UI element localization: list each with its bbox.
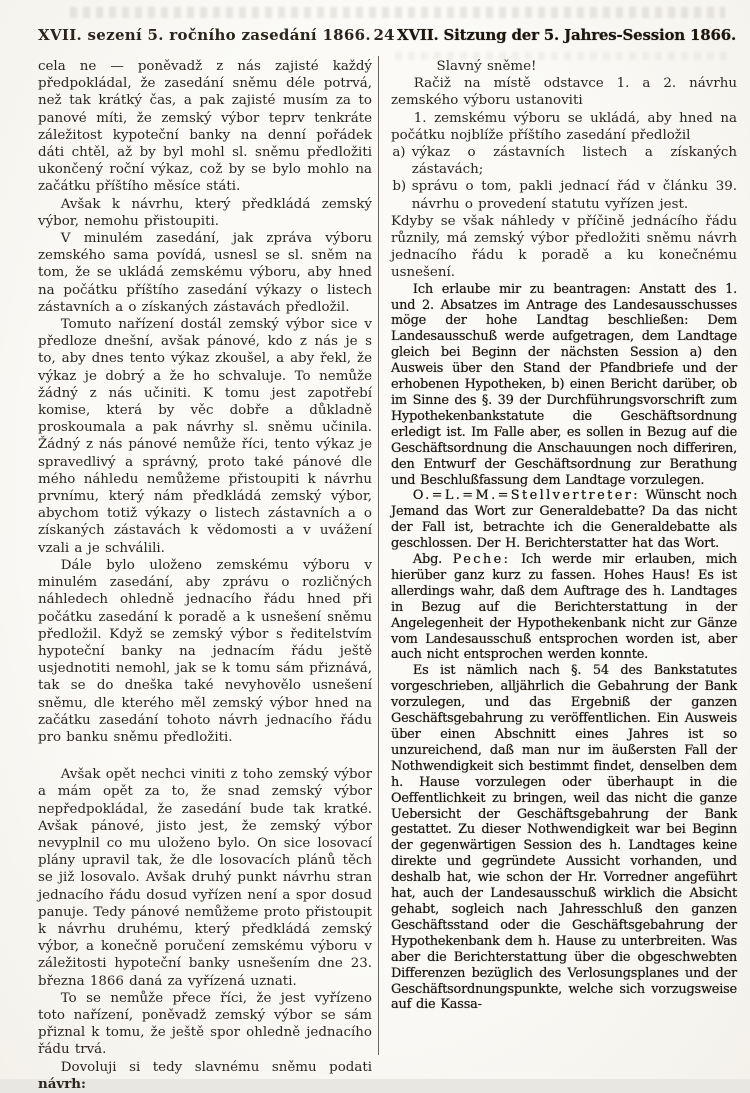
speaker-name: Peche:: [452, 552, 511, 568]
speech-abg-peche: [391, 552, 737, 663]
paragraph: Kdyby se však náhledy v příčině jednácího řádu různily, má zemský výbor předložiti sněmu návrh jednacího řádu k poradě a ku konečnému usnešení.: [391, 213, 737, 281]
paragraph: V minulém zasedání, jak zpráva výboru zemského sama povídá, usnesl se sl. sněm na tom, že se ukládá zemskému výboru, aby hned na počátku příštího zasedání výkazy o listech zástavních a o získaných zástavách předložil.: [38, 231, 372, 315]
speaker-name: O.=L.=M.=Stellvertreter:: [412, 488, 641, 504]
paragraph: Avšak opět nechci viniti z toho zemský výbor a mám opět za to, že snad zemský výbor nepředpokládal, že zasedání bude tak kratké. Avšak pánové, jisto jest, že zemský výbor nevyplnil co mu uloženo bylo. On sice losovací plány upravil tak, že dle losovacích plánů těch se již losovalo. Avšak druhý punkt návrhu stran jednacího řádu dosud vyřízen není a spor dosud panuje. Tedy pánové nemůžeme proto přistoupit k návrhu druhému, který předkládá zemský výbor, a konečně poručení zemskému výboru v záležitosti hypoteční banky usnešením dne 23. března 1866 daná za vyřízená uznati.: [38, 767, 372, 989]
list-marker: a): [392, 145, 406, 161]
list-item-a: [391, 144, 737, 178]
speaker-prefix: Abg.: [412, 552, 443, 568]
paragraph: Tomuto nařízení dostál zemský výbor sice v předloze dnešní, avšak pánové, kdo z nás je s to, aby dnes tento výkaz zkoušel, a aby řekl, že výkaz je dobrý a že ho schvaluje. To nemůže žádný z nás učiniti. K tomu jest zapotřebí komise, která by věc dobře a důkladně proskoumala a pak návrhy sl. sněmu učinila. Žádný z nás pánové nemůže říci, tento výkaz je spravedlivý a správný, proto také pánové dle mého náhledu nemůžeme přistoupiti k návrhu prvnímu, který nám předkládá zemský výbor, abychom totiž výkazy o listech zástavních a o získaných zástavách k vědomosti a v uvážení vzali a je schválili.: [38, 317, 372, 556]
paragraph: Avšak k návrhu, který předkládá zemský výbor, nemohu přistoupiti.: [38, 196, 372, 229]
speech-olm-stellvertreter: [391, 488, 737, 552]
list-item-b: [391, 178, 737, 212]
paragraph-german-motion: Ich erlaube mir zu beantragen: Anstatt des 1. und 2. Absatzes im Antrage des Landesausschusses möge der hohe Landtag beschließen: Dem Landesausschuß werde aufgetragen, dem Landtage gleich bei Beginn der nächsten Session a) den Ausweis über den Stand der Pfandbriefe und der erhobenen Hypotheken, b) einen Bericht darüber, ob im Sinne des §. 39 der Durchführungsvorschrift zum Hypothekenbankstatute die Geschäftsordnung erledigt ist. Im Falle aber, es sollen in Bezug auf die Geschäftsordnung die Anschauungen noch differiren, den Entwurf der Geschäftsordnung zur Berathung und Beschlußfassung dem Landtage vorzulegen.: [391, 281, 737, 488]
page-header: [38, 26, 736, 44]
paragraph: Dále bylo uloženo zemskému výboru v minulém zasedání, aby zprávu o rozličných náhledech ohledně jednacího řádu hned při počátku zasedání k poradě a k usnešení sněmu předložil. Když se zemský výbor s ředitelstvím hypoteční banky na jednacím řádu ještě usjednotiti nemohl, jak se k tomu sám přiznává, tak se do dneška také nevyhovělo usnešení sněmu, dle kterého měl zemský výbor hned na začátku zasedání tohoto návrh jednacího řádu pro banku sněmu předložiti.: [38, 557, 372, 745]
list-item-text: výkaz o zástavních listech a získaných zástavách;: [411, 145, 737, 178]
scan-artifact: [70, 7, 725, 18]
list-marker: b): [392, 179, 407, 195]
paragraph-numbered: 1. zemskému výboru se ukládá, aby hned na počátku nojblíže příštího zasedání předložil: [391, 110, 737, 143]
column-divider-rule: [378, 56, 379, 1055]
left-column-czech: [38, 58, 372, 1093]
list-item-text: správu o tom, pakli jednací řád v článku 39. návrhu o provedení statutu vyřízen jest.: [411, 179, 737, 212]
right-column-bilingual: [391, 58, 737, 1013]
paragraph-german-closing: Es ist nämlich nach §. 54 des Bankstatutes vorgeschrieben, alljährlich die Gebahrung der Bank vorzulegen, und das Ergebniß der ganzen Geschäftsgebahrung zu veröffentlichen. Ein Ausweis über einen Abschnitt eines Jahres ist so unzureichend, daß man nur im äußersten Fall der Nothwendigkeit sich bestimmt findet, denselben dem h. Hause vorzulegen oder überhaupt in die Oeffentlichkeit zu bringen, weil das nicht die ganze Uebersicht der Geschäftsgebahrung der Bank gestattet. Zu dieser Nothwendigkeit war bei Beginn der gegenwärtigen Session des h. Landtages keine direkte und gegründete Aussicht vorhanden, und deshalb hat, wie schon der Hr. Vorredner angeführt hat, auch der Landesausschuß wirklich die Absicht gehabt, sogleich nach Jahresschluß den ganzen Geschäftsstand oder die Geschäftsgebahrung der Hypothekenbank dem h. Hause zu unterbreiten. Was aber die Berichterstattung über die obgeschwebten Differenzen bezüglich des Verlosungsplanes und der Geschäftsordnungspunkte, welche sich vorzugsweise auf die Kassa-: [391, 663, 737, 1013]
paragraph-continuation: cela ne — poněvadž z nás zajisté každý předpokládal, že zasedání sněmu déle potrvá, než tak krátký čas, a pak zajisté musím za to panové míti, že zemský výbor teprv tenkráte záležitost kypoteční banky na denní pořádek dáti chtěl, až by byl mohl sl. sněmu předložiti ukončený roční výkaz, což by se bylo mohlo na začátku příštího měsíce státi.: [38, 59, 372, 195]
header-title-german: XVII. Sitzung der 5. Jahres-Session 1866.: [397, 26, 736, 44]
speech-text: Wünscht noch Jemand das Wort zur Generaldebatte? Da das nicht der Fall ist, betrachte ich die Generaldebatte als geschlossen. Der H. Berichterstatter hat das Wort.: [391, 488, 737, 552]
header-title-czech: XVII. sezení 5. ročního zasedání 1866.: [38, 26, 371, 44]
speech-text: Ich werde mir erlauben, mich hierüber ganz kurz zu fassen. Hohes Haus! Es ist allerdings wahr, daß dem Auftrage des h. Landtages in Bezug auf die Berichterstattung in der Angelegenheit der Hypothekenbank nicht zur Gänze vom Landesausschuß entsprochen worden ist, aber auch nicht entsprochen werden konnte.: [391, 552, 738, 663]
paragraph: To se nemůže přece říci, že jest vyřízeno toto nařízení, poněvadž zemský výbor se sám přiznal k tomu, že ještě spor ohledně jednacího řádu trvá.: [38, 990, 372, 1058]
motion-lead-in: [38, 1059, 372, 1093]
page-number: 24: [373, 26, 395, 44]
motion-lead-text: Dovoluji si tedy slavnému sněmu podati: [60, 1059, 372, 1075]
paragraph: Račiž na místě odstavce 1. a 2. návrhu zemského výboru ustanoviti: [391, 76, 737, 109]
salutation: Slavný sněme!: [436, 59, 537, 74]
motion-word: návrh:: [38, 1075, 86, 1092]
